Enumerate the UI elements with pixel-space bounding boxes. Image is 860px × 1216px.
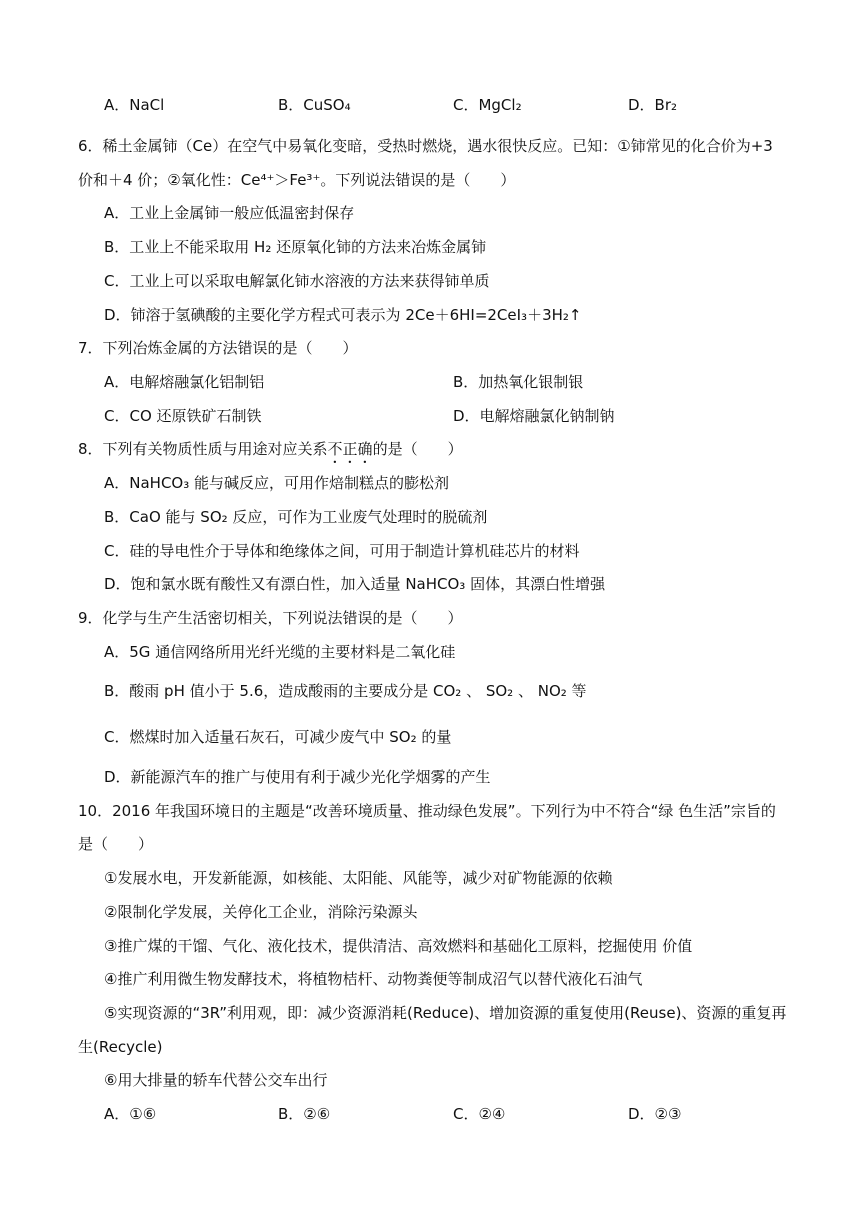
q10-option-a: A．①⑥ [104, 1105, 157, 1123]
q5-option-b: B．CuSO₄ [278, 96, 351, 114]
q10-item-3: ③推广煤的干馏、气化、液化技术，提供清洁、高效燃料和基础化工原料，挖掘使用 价值 [104, 937, 693, 955]
q7-stem: 7．下列冶炼金属的方法错误的是（ ） [78, 339, 358, 357]
q10-stem-line1: 10．2016 年我国环境日的主题是“改善环境质量、推动绿色发展”。下列行为中不符合“绿 色生活”宗旨的 [78, 802, 776, 820]
q10-item-1: ①发展水电，开发新能源，如核能、太阳能、风能等，减少对矿物能源的依赖 [104, 869, 613, 887]
q5-option-a: A．NaCl [104, 96, 165, 114]
q8-stem [78, 439, 463, 467]
q10-item-5-cont: 生(Recycle) [78, 1038, 163, 1056]
q10-item-4: ④推广利用微生物发酵技术，将植物桔杆、动物粪便等制成沼气以替代液化石油气 [104, 970, 643, 988]
q10-option-c: C．②④ [453, 1105, 506, 1123]
q9-option-a: A．5G 通信网络所用光纤光缆的主要材料是二氧化硅 [104, 643, 456, 661]
q5-option-c: C．MgCl₂ [453, 96, 522, 114]
q9-option-d: D．新能源汽车的推广与使用有利于减少光化学烟雾的产生 [104, 768, 491, 786]
q10-option-d: D．②③ [628, 1105, 682, 1123]
q10-stem-line2: 是（ ） [78, 835, 154, 853]
q10-item-6: ⑥用大排量的轿车代替公交车出行 [104, 1071, 328, 1089]
q7-option-d: D．电解熔融氯化钠制钠 [453, 407, 615, 425]
q8-option-a: A．NaHCO₃ 能与碱反应，可用作焙制糕点的膨松剂 [104, 474, 450, 492]
q6-option-a: A．工业上金属铈一般应低温密封保存 [104, 204, 355, 222]
q9-stem: 9．化学与生产生活密切相关，下列说法错误的是（ ） [78, 609, 463, 627]
q8-stem-emphasis: 不正确 [327, 440, 373, 458]
q6-option-d: D．铈溶于氢碘酸的主要化学方程式可表示为 2Ce＋6HI=2CeI₃＋3H₂↑ [104, 306, 582, 324]
q6-option-c: C．工业上可以采取电解氯化铈水溶液的方法来获得铈单质 [104, 272, 490, 290]
q6-stem-line2: 价和＋4 价；②氧化性：Ce⁴⁺＞Fe³⁺。下列说法错误的是（ ） [78, 171, 516, 189]
q10-item-2: ②限制化学发展，关停化工企业，消除污染源头 [104, 903, 418, 921]
q7-option-a: A．电解熔融氯化铝制铝 [104, 373, 265, 391]
q8-option-b: B．CaO 能与 SO₂ 反应，可作为工业废气处理时的脱硫剂 [104, 508, 488, 526]
q8-option-c: C．硅的导电性介于导体和绝缘体之间，可用于制造计算机硅芯片的材料 [104, 542, 580, 560]
q8-stem-pre: 8．下列有关物质性质与用途对应关系 [78, 440, 328, 458]
q7-option-c: C．CO 还原铁矿石制铁 [104, 407, 262, 425]
q7-option-b: B．加热氧化银制银 [453, 373, 584, 391]
q9-option-c: C．燃煤时加入适量石灰石，可减少废气中 SO₂ 的量 [104, 728, 452, 746]
q6-stem-line1: 6．稀土金属铈（Ce）在空气中易氧化变暗，受热时燃烧，遇水很快反应。已知：①铈常见的化合价为+3 [78, 137, 773, 155]
q10-option-b: B．②⑥ [278, 1105, 331, 1123]
q5-option-d: D．Br₂ [628, 96, 678, 114]
q10-item-5: ⑤实现资源的“3R”利用观，即：减少资源消耗(Reduce)、增加资源的重复使用(Reuse)、资源的重复再 [104, 1004, 787, 1022]
q6-option-b: B．工业上不能采取用 H₂ 还原氧化铈的方法来冶炼金属铈 [104, 238, 487, 256]
q9-option-b: B．酸雨 pH 值小于 5.6，造成酸雨的主要成分是 CO₂ 、 SO₂ 、 NO₂ 等 [104, 682, 587, 700]
q8-stem-post: 的是（ ） [372, 440, 463, 458]
q8-option-d: D．饱和氯水既有酸性又有漂白性，加入适量 NaHCO₃ 固体，其漂白性增强 [104, 575, 606, 593]
